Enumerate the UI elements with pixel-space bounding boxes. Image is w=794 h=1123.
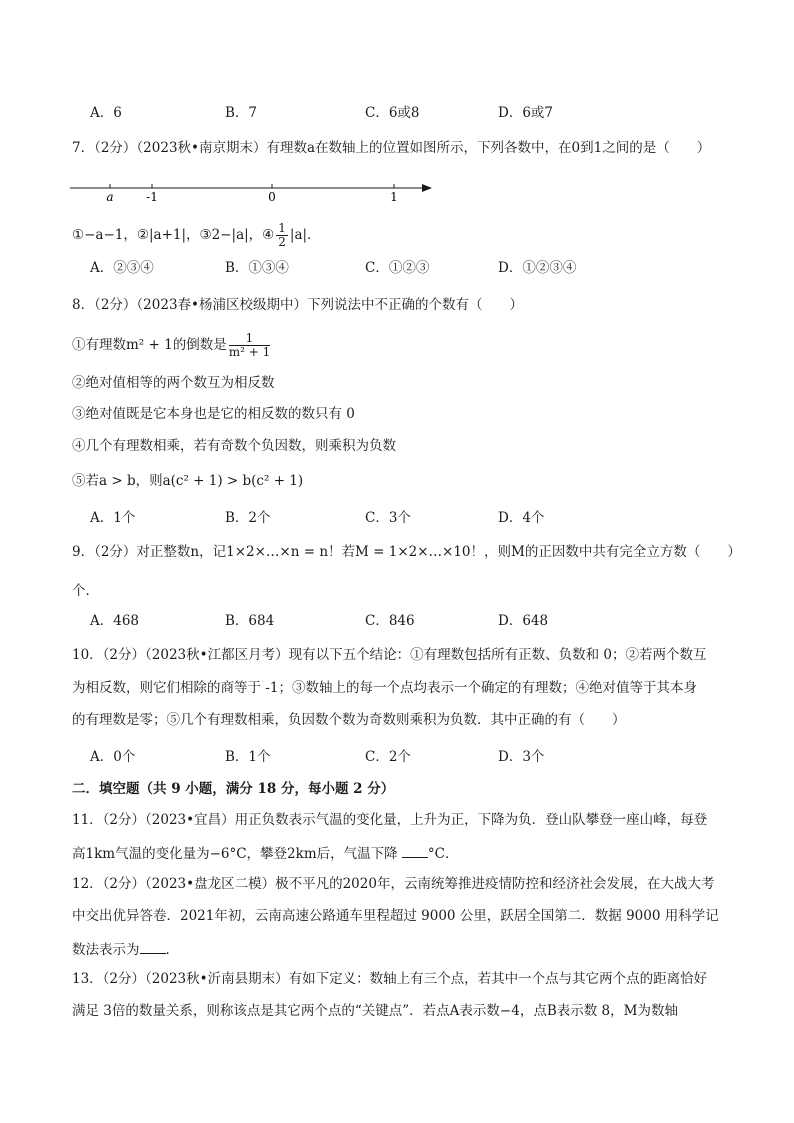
label-minus1: -1 <box>146 190 158 204</box>
q10-option-a: A．0个 <box>90 749 136 765</box>
q7-stem: 7．（2分）（2023秋•南京期末）有理数a在数轴上的位置如图所示，下列各数中，在0到1之间的是（ ） <box>72 140 711 156</box>
q10-option-c: C．2个 <box>365 749 411 765</box>
q8-statement-1 <box>72 330 272 360</box>
q8-statement-4: ④几个有理数相乘，若有奇数个负因数，则乘积为负数 <box>72 438 396 454</box>
q9-line-2: 个． <box>72 583 99 599</box>
q11-line-2-pre: 高1km气温的变化量为−6°C，攀登2km后，气温下降 <box>72 846 398 862</box>
q6-option-a: A．6 <box>90 105 122 121</box>
q8-option-b: B．2个 <box>225 510 271 526</box>
q8-statement-5: ⑤若a > b，则a(c² + 1) > b(c² + 1) <box>72 473 304 489</box>
label-one: 1 <box>390 190 398 204</box>
q7-option-a: A．②③④ <box>90 260 154 276</box>
q10-line-1: 10．（2分）（2023秋•江都区月考）现有以下五个结论：①有理数包括所有正数、负数和 0；②若两个数互 <box>72 647 707 663</box>
q11-line-2 <box>72 843 459 863</box>
q10-line-3: 的有理数是零；⑤几个有理数相乘，负因数个数为奇数则乘积为负数．其中正确的有（ ） <box>72 712 626 728</box>
q12-line-1: 12．（2分）（2023•盘龙区二模）极不平凡的2020年，云南统筹推进疫情防控和经济社会发展，在大战大考 <box>72 876 715 892</box>
q10-line-2: 为相反数，则它们相除的商等于 -1；③数轴上的每一个点均表示一个确定的有理数；④绝对值等于其本身 <box>72 680 697 696</box>
q6-option-c: C．6或8 <box>365 105 420 121</box>
q7-items <box>72 222 321 249</box>
q7-option-b: B．①③④ <box>225 260 289 276</box>
q8-fraction <box>229 332 271 359</box>
q7-option-c: C．①②③ <box>365 260 430 276</box>
q7-frac-num: 1 <box>278 221 286 235</box>
section-title: 二．填空题（共 9 小题，满分 18 分，每小题 2 分） <box>72 781 395 797</box>
q7-frac-den: 2 <box>278 235 286 249</box>
q12-line-3 <box>72 939 179 959</box>
q8-frac-den: m² + 1 <box>228 345 271 359</box>
q12-line-3-post: ． <box>165 942 179 958</box>
q8-option-c: C．3个 <box>365 510 411 526</box>
q8-s1-prefix: ①有理数m² + 1的倒数是 <box>72 337 227 353</box>
q6-option-d: D．6或7 <box>498 105 554 121</box>
q9-option-a: A．468 <box>90 613 140 629</box>
q10-option-d: D．3个 <box>498 749 545 765</box>
q9-option-c: C．846 <box>365 613 415 629</box>
q8-option-a: A．1个 <box>90 510 136 526</box>
label-zero: 0 <box>268 190 276 204</box>
q9-line-1: 9．（2分）对正整数n，记1×2×…×n = n！若M = 1×2×…×10！，则M的正因数中共有完全立方数（ ） <box>72 544 741 560</box>
q10-option-b: B．1个 <box>225 749 271 765</box>
q7-fraction <box>276 222 288 249</box>
q12-line-3-pre: 数法表示为 <box>72 942 140 958</box>
q7-items-part1: ①−a−1，②|a+1|，③2−|a|，④ <box>72 227 275 243</box>
q13-line-1: 13．（2分）（2023秋•沂南县期末）有如下定义：数轴上有三个点，若其中一个点与其它两个点的距离恰好 <box>72 971 708 987</box>
q8-stem: 8．（2分）（2023春•杨浦区校级期中）下列说法中不正确的个数有（ ） <box>72 297 523 313</box>
q8-statement-3: ③绝对值既是它本身也是它的相反数的数只有 0 <box>72 406 355 422</box>
q9-option-d: D．648 <box>498 613 549 629</box>
q8-statement-2: ②绝对值相等的两个数互为相反数 <box>72 375 275 391</box>
q7-items-part2: |a|． <box>289 227 321 243</box>
q7-option-d: D．①②③④ <box>498 260 577 276</box>
number-line-figure <box>70 178 440 206</box>
q11-line-1: 11．（2分）（2023•宜昌）用正负数表示气温的变化量，上升为正，下降为负．登山队攀登一座山峰，每登 <box>72 812 708 828</box>
q13-line-2: 满足 3倍的数量关系，则称该点是其它两个点的“关键点”．若点A表示数−4，点B表示数 8，M为数轴 <box>72 1003 678 1019</box>
label-a: a <box>106 190 114 204</box>
q8-frac-num: 1 <box>229 332 271 346</box>
q11-line-2-post: °C． <box>427 846 459 862</box>
q6-option-b: B．7 <box>225 105 258 121</box>
q12-line-2: 中交出优异答卷．2021年初，云南高速公路通车里程超过 9000 公里，跃居全国第二．数据 9000 用科学记 <box>72 908 719 924</box>
q9-option-b: B．684 <box>225 613 275 629</box>
q12-answer-blank[interactable] <box>140 939 166 954</box>
q8-option-d: D．4个 <box>498 510 545 526</box>
number-line-arrow <box>422 184 432 192</box>
q11-answer-blank[interactable] <box>402 843 428 858</box>
